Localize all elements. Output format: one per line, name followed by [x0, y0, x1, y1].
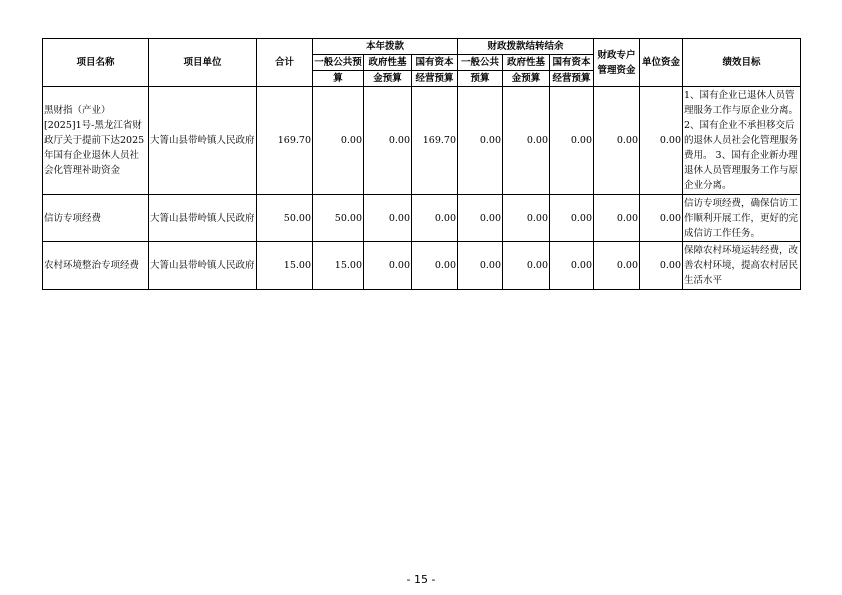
header-gov-fund-line2: 金预算	[364, 71, 412, 87]
cell-general-budget: 50.00	[313, 195, 364, 242]
cell-general-budget: 15.00	[313, 242, 364, 290]
cell-co-state-capital: 0.00	[550, 242, 594, 290]
header-co-state-capital-line1: 国有资本	[550, 55, 594, 71]
header-co-gov-fund-line2: 金预算	[503, 71, 550, 87]
cell-general-budget: 0.00	[313, 87, 364, 195]
cell-project-name: 农村环境整治专项经费	[43, 242, 149, 290]
header-gov-fund-line1: 政府性基	[364, 55, 412, 71]
cell-project-name: 信访专项经费	[43, 195, 149, 242]
cell-state-capital: 0.00	[412, 242, 458, 290]
cell-total: 169.70	[257, 87, 313, 195]
cell-co-general: 0.00	[458, 242, 503, 290]
header-current-year: 本年拨款	[313, 39, 458, 55]
cell-co-state-capital: 0.00	[550, 195, 594, 242]
header-co-state-capital-line2: 经营预算	[550, 71, 594, 87]
cell-co-general: 0.00	[458, 87, 503, 195]
cell-unit-fund: 0.00	[640, 87, 683, 195]
cell-co-state-capital: 0.00	[550, 87, 594, 195]
cell-project-unit: 大箐山县带岭镇人民政府	[149, 195, 257, 242]
cell-co-gov-fund: 0.00	[503, 87, 550, 195]
header-state-capital-line2: 经营预算	[412, 71, 458, 87]
header-unit-fund: 单位资金	[640, 39, 683, 87]
page-number: - 15 -	[406, 573, 436, 586]
header-performance: 绩效目标	[683, 39, 801, 87]
cell-gov-fund: 0.00	[364, 242, 412, 290]
header-carryover: 财政拨款结转结余	[458, 39, 594, 55]
header-state-capital-line1: 国有资本	[412, 55, 458, 71]
cell-total: 15.00	[257, 242, 313, 290]
header-special-fund-line2: 管理资金	[597, 64, 636, 76]
header-project-unit: 项目单位	[149, 39, 257, 87]
table-row	[43, 195, 801, 242]
cell-performance-target: 1、国有企业已退休人员管理服务工作与原企业分离。 2、国有企业不承担移交后的退休人员社会化管理服务费用。 3、国有企业新办理退休人员管理服务工作与原企业分离。	[683, 87, 801, 195]
cell-performance-target: 保障农村环境运转经费，改善农村环境，提高农村居民生活水平	[683, 242, 801, 290]
cell-project-unit: 大箐山县带岭镇人民政府	[149, 242, 257, 290]
cell-performance-target: 信访专项经费，确保信访工作顺利开展工作，更好的完成信访工作任务。	[683, 195, 801, 242]
cell-special-fund: 0.00	[594, 242, 640, 290]
header-co-gov-fund-line1: 政府性基	[503, 55, 550, 71]
header-general-budget-line1: 一般公共预	[313, 55, 364, 71]
cell-special-fund: 0.00	[594, 195, 640, 242]
cell-unit-fund: 0.00	[640, 242, 683, 290]
cell-project-name: 黑财指（产业）[2025]1号-黑龙江省财政厅关于提前下达2025年国有企业退休人员社会化管理补助资金	[43, 87, 149, 195]
cell-gov-fund: 0.00	[364, 87, 412, 195]
table-row	[43, 87, 801, 195]
table-row	[43, 242, 801, 290]
cell-state-capital: 0.00	[412, 195, 458, 242]
cell-unit-fund: 0.00	[640, 195, 683, 242]
header-total: 合计	[257, 39, 313, 87]
cell-gov-fund: 0.00	[364, 195, 412, 242]
header-special-fund-line1: 财政专户	[597, 49, 636, 61]
cell-special-fund: 0.00	[594, 87, 640, 195]
header-project-name: 项目名称	[43, 39, 149, 87]
cell-co-gov-fund: 0.00	[503, 242, 550, 290]
cell-total: 50.00	[257, 195, 313, 242]
header-general-budget-line2: 算	[313, 71, 364, 87]
cell-state-capital: 169.70	[412, 87, 458, 195]
header-special-fund	[594, 39, 640, 87]
cell-co-gov-fund: 0.00	[503, 195, 550, 242]
cell-project-unit: 大箐山县带岭镇人民政府	[149, 87, 257, 195]
header-co-general-line2: 预算	[458, 71, 503, 87]
cell-co-general: 0.00	[458, 195, 503, 242]
budget-table	[42, 38, 801, 290]
header-co-general-line1: 一般公共	[458, 55, 503, 71]
